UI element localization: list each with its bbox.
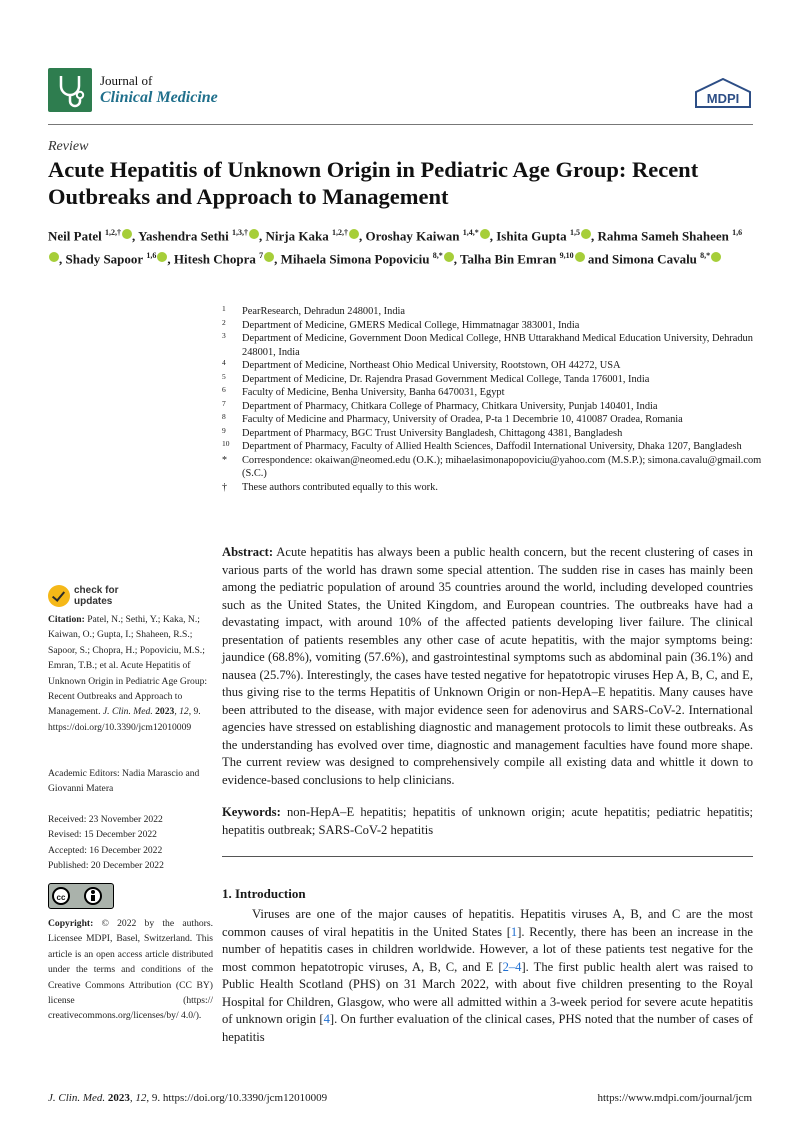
reference-link[interactable]: 1 — [510, 924, 518, 939]
footer-year: 2023 — [107, 1092, 130, 1104]
footer-citation — [48, 1092, 327, 1104]
author-affiliation-marker: 8,* — [700, 250, 711, 260]
date-published: Published: 20 December 2022 — [48, 860, 164, 872]
affiliation-text: These authors contributed equally to this work. — [242, 481, 438, 493]
author-name: Ishita Gupta — [496, 228, 567, 244]
footer-journal: J. Clin. Med. — [48, 1092, 106, 1104]
keywords-label: Keywords: — [222, 805, 281, 819]
orcid-icon[interactable] — [575, 252, 585, 262]
footer-volume: , 12 — [129, 1092, 147, 1104]
reference-link[interactable]: 4 — [323, 1012, 330, 1026]
journal-name — [100, 72, 218, 106]
author-affiliation-marker: 1,2,† — [105, 228, 122, 237]
orcid-icon[interactable] — [349, 229, 359, 239]
copyright-notice — [48, 916, 213, 1024]
author-affiliation-marker: 1,6 — [732, 228, 743, 237]
author-affiliation-marker: 1,4,* — [462, 228, 479, 237]
orcid-icon[interactable] — [444, 252, 454, 262]
intro-text-4: ]. On further evaluation of the clinical cases, PHS noted that the number of cases of hepatitis — [222, 1012, 753, 1044]
author-joiner: and — [587, 251, 609, 267]
affiliation-text: Department of Medicine, Government Doon Medical College, HNB Uttarakhand Medical Education University, Dehradun 248001, India — [242, 333, 753, 358]
mdpi-logo — [693, 78, 753, 108]
affiliation-text: Correspondence: okaiwan@neomed.edu (O.K.); mihaelasimonapopoviciu@yahoo.com (M.S.P.); simona.cavalu@gmail.com (S.C.) — [242, 454, 762, 479]
author-name: Shady Sapoor — [65, 251, 144, 267]
cc-icon: cc — [52, 887, 70, 905]
journal-name-line2: Clinical Medicine — [100, 89, 218, 106]
affiliation-text: Department of Medicine, Northeast Ohio Medical University, Rootstown, OH 44272, USA — [242, 360, 621, 371]
orcid-icon[interactable] — [480, 229, 490, 239]
affiliation-text: Department of Pharmacy, Faculty of Allied Health Sciences, Daffodil International University, Dhaka 1207, Bangladesh — [242, 441, 742, 452]
author-name: Mihaela Simona Popoviciu — [280, 251, 430, 267]
affiliation-item — [222, 386, 762, 400]
orcid-icon[interactable] — [122, 229, 132, 239]
affiliation-number: * — [222, 454, 227, 466]
mdpi-logo-text: MDPI — [706, 91, 740, 106]
article-type: Review — [48, 139, 89, 154]
author-affiliation-marker: 1,5 — [569, 228, 580, 237]
keywords — [222, 804, 753, 839]
affiliation-item — [222, 332, 762, 359]
date-received: Received: 23 November 2022 — [48, 814, 163, 825]
author-affiliation-marker: 1,2,† — [331, 228, 348, 237]
affiliation-item — [222, 359, 762, 373]
author-name: Talha Bin Emran — [459, 251, 557, 267]
copyright-text: © 2022 by the authors. Licensee MDPI, Basel, Switzerland. This article is an open access article distributed under the terms and conditions of the Creative Commons Attribution (CC BY) license (https:// creativecommons.org/licenses/by/ 4.0/). — [48, 918, 213, 1022]
affiliation-text: Department of Pharmacy, Chitkara College of Pharmacy, Chitkara University, Punjab 140401, India — [242, 400, 658, 412]
citation-doi[interactable]: , 9. https://doi.org/10.3390/jcm12010009 — [48, 706, 201, 733]
intro-text-3: ]. The first public health alert was raised to Public Health Scotland (PHS) on 31 March 2022, with about five children presenting to the Royal Hospital for Children, Glasgow, who were all admitted within a 3-week period for severe acute hepatitis of unknown origin [ — [222, 959, 753, 1026]
check-updates-icon — [48, 585, 70, 607]
reference-link[interactable]: 2–4 — [502, 959, 522, 974]
author-affiliation-marker: 8,* — [432, 250, 443, 260]
footer-doi[interactable]: , 9. https://doi.org/10.3390/jcm12010009 — [146, 1092, 328, 1104]
copyright-label: Copyright: — [48, 918, 94, 929]
keywords-text: non-HepA–E hepatitis; hepatitis of unknown origin; acute hepatitis; pediatric hepatitis; hepatitis outbreak; SARS-CoV-2 hepatitis — [222, 805, 753, 837]
stethoscope-icon — [48, 68, 92, 112]
header-divider — [48, 124, 753, 125]
section-heading-introduction: 1. Introduction — [222, 886, 306, 901]
check-updates-line1: check for — [74, 585, 119, 596]
date-revised: Revised: 15 December 2022 — [48, 829, 157, 841]
citation-text: Patel, N.; Sethi, Y.; Kaka, N.; Kaiwan, O.; Gupta, I.; Shaheen, R.S.; Sapoor, S.; Chopra, H.; Popoviciu, M.S.; Emran, T.B.; et al. Acute Hepatitis of Unknown Origin in Pediatric Age Group: Recent Outbreaks and Approach to Management. — [48, 614, 208, 718]
author-affiliation-marker: 1,6 — [146, 250, 157, 260]
affiliation-text: Department of Medicine, Dr. Rajendra Prasad Government Medical College, Tanda 176001, India — [242, 373, 650, 385]
footer-journal-url[interactable]: https://www.mdpi.com/journal/jcm — [597, 1092, 752, 1104]
affiliation-text: Department of Medicine, GMERS Medical College, Himmatnagar 383001, India — [242, 319, 580, 331]
affiliation-number: 4 — [222, 358, 226, 367]
affiliation-text: Department of Pharmacy, BGC Trust University Bangladesh, Chittagong 4381, Bangladesh — [242, 427, 623, 439]
author-affiliation-marker: 1,3,† — [232, 228, 248, 237]
affiliation-text: PearResearch, Dehradun 248001, India — [242, 306, 406, 317]
affiliation-number: 5 — [222, 371, 226, 381]
affiliation-number: 8 — [222, 412, 226, 421]
orcid-icon[interactable] — [711, 252, 721, 262]
affiliation-item — [222, 413, 762, 427]
check-updates-line2: updates — [74, 596, 113, 607]
author-name: Yashendra Sethi — [138, 228, 229, 244]
orcid-icon[interactable] — [581, 229, 591, 239]
citation-label: Citation: — [48, 614, 85, 625]
abstract-divider — [222, 856, 753, 857]
affiliation-item — [222, 305, 762, 319]
affiliation-item — [222, 481, 762, 495]
author-name: Neil Patel — [48, 228, 102, 244]
cc-by-license-badge[interactable] — [48, 883, 114, 909]
affiliation-number: 10 — [222, 439, 230, 448]
abstract-label: Abstract: — [222, 545, 274, 559]
intro-text-1: Viruses are one of the major causes of hepatitis. Hepatitis viruses A, B, and C are the most common causes of viral hepatitis in the United States [ — [222, 907, 753, 939]
affiliation-number: 2 — [222, 317, 226, 327]
affiliation-item — [222, 427, 762, 441]
journal-name-line1: Journal of — [100, 73, 153, 88]
affiliation-text: Faculty of Medicine and Pharmacy, University of Oradea, P-ta 1 Decembrie 10, 410087 Oradea, Romania — [242, 414, 683, 425]
by-icon — [84, 887, 102, 905]
author-name: Rahma Sameh Shaheen — [597, 228, 729, 244]
author-name: Oroshay Kaiwan — [365, 228, 460, 244]
affiliations — [222, 305, 762, 494]
author-name: Nirja Kaka — [265, 228, 329, 244]
affiliation-item — [222, 373, 762, 387]
affiliation-item — [222, 454, 762, 481]
author-affiliation-marker: 7 — [259, 250, 264, 260]
introduction-paragraph — [222, 906, 753, 1046]
journal-logo — [48, 68, 92, 112]
citation — [48, 612, 213, 735]
author-name: Simona Cavalu — [612, 251, 697, 267]
citation-year: 2023 — [155, 706, 175, 718]
abstract-text: Acute hepatitis has always been a public health concern, but the recent clustering of cases in various parts of the world has drawn some special attention. The sudden rise in cases has mainly been among the pediatric population of around 35 countries around the world, including developed countries such as the United States, the United Kingdom, and European countries. The outbreaks have had a devastating impact, with around 10% of the affected patients developing liver failure. The clinical presentation of patients resembles any other case of acute hepatitis, with the major symptoms being: jaundice (68.8%), vomiting (57.6%), and gastrointestinal symptoms such as abdominal pain (36.1%) and nausea (25.7%). Interestingly, the cases have tested negative for hepatotropic viruses Hep A, B, C, and E, thus giving rise to the terms Hepatitis of Unknown Origin or non-HepA–E hepatitis. Many causes have been attributed to the disease, with major evidence seen for adenovirus and SARS-CoV-2. International agencies have stressed on establishing diagnostic and management protocols to limit these outbreaks. As the understanding has evolved over time, diagnostic and management faculties have found more shape. The current review was designed to comprehensively compile all existing data and whittle it down to evidence-based conclusions to help clinicians. — [222, 545, 753, 787]
academic-editors: Academic Editors: Nadia Marascio and Giovanni Matera — [48, 768, 200, 795]
publication-dates — [48, 812, 213, 874]
affiliation-number: 3 — [222, 331, 226, 340]
affiliation-number: † — [222, 481, 227, 493]
affiliation-text: Faculty of Medicine, Benha University, Banha 6470031, Egypt — [242, 387, 505, 398]
citation-volume: , 12 — [174, 706, 189, 718]
affiliation-item — [222, 400, 762, 414]
affiliation-number: 9 — [222, 425, 226, 435]
article-title: Acute Hepatitis of Unknown Origin in Pediatric Age Group: Recent Outbreaks and Approach to Management — [48, 157, 699, 209]
abstract — [222, 544, 753, 789]
affiliation-item — [222, 440, 762, 454]
author-name: Hitesh Chopra — [173, 251, 256, 267]
affiliation-number: 6 — [222, 385, 226, 394]
check-for-updates-button[interactable] — [48, 585, 118, 607]
orcid-icon[interactable] — [49, 252, 59, 262]
affiliation-number: 1 — [222, 304, 226, 313]
orcid-icon[interactable] — [249, 229, 259, 239]
orcid-icon[interactable] — [157, 252, 167, 262]
affiliation-number: 7 — [222, 398, 226, 408]
affiliation-item — [222, 319, 762, 333]
author-affiliation-marker: 9,10 — [559, 250, 574, 260]
date-accepted: Accepted: 16 December 2022 — [48, 844, 163, 856]
citation-journal: J. Clin. Med. — [102, 706, 153, 718]
intro-text-2: ]. Recently, there has been an increase in the number of hepatitis cases in children worldwide. However, a lot of these patients test negative for the most common hepatotropic viruses, A, B, C, and E [ — [222, 924, 754, 974]
author-list: Neil Patel $^{1,2,\dagger}$ , Yashendra Sethi $^{1,3,\dagger}$ , Nirja Kaka $^{1,2,\dagger}$ , Oroshay Kaiwan $^{1,4,*}$ , Ishita Gupta $^{1,5}$ , Rahma Sameh Shaheen $^{1,6}$, Shady Sapoor $^{1,6}$ , Hitesh Chopra $^7$ , Mihaela Simona Popoviciu $^{8,*}$ , Talha Bin Emran $^{9,10}$ and Simona Cavalu $^{8,*}$ — [48, 228, 743, 267]
orcid-icon[interactable] — [264, 252, 274, 262]
